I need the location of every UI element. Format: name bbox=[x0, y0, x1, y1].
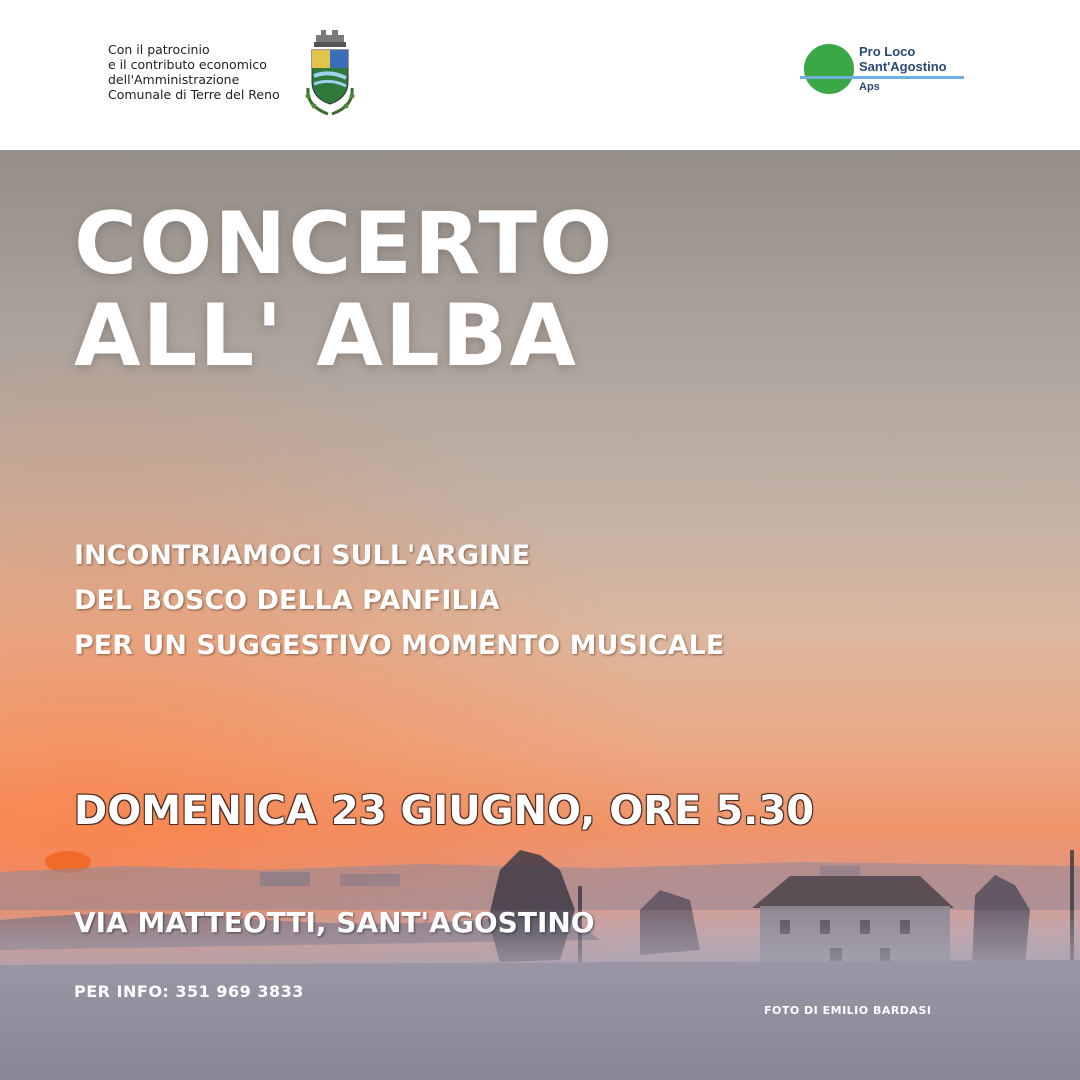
patronage-text bbox=[108, 42, 298, 102]
contact-info: PER INFO: 351 969 3833 bbox=[74, 982, 304, 1001]
event-title bbox=[74, 194, 615, 386]
patronage-line: Con il patrocinio bbox=[108, 42, 210, 57]
patronage-line: Comunale di Terre del Reno bbox=[108, 87, 280, 102]
logo-circle-icon bbox=[804, 44, 854, 94]
title-line: ALL' ALBA bbox=[74, 286, 578, 386]
logo-text-line2: Sant'Agostino bbox=[859, 59, 947, 74]
proloco-logo bbox=[800, 40, 970, 100]
logo-line bbox=[800, 76, 964, 79]
event-address: VIA MATTEOTTI, SANT'AGOSTINO bbox=[74, 906, 595, 939]
patronage-line: e il contributo economico bbox=[108, 57, 267, 72]
logo-text-line1: Pro Loco bbox=[859, 44, 916, 59]
logo-text-line3: Aps bbox=[859, 81, 880, 93]
photo-credit: FOTO DI EMILIO BARDASI bbox=[764, 1004, 932, 1017]
description-line: PER UN SUGGESTIVO MOMENTO MUSICALE bbox=[74, 630, 725, 661]
event-date-time: DOMENICA 23 GIUGNO, ORE 5.30 bbox=[74, 788, 815, 834]
header-band bbox=[0, 0, 1080, 150]
patronage-line: dell'Amministrazione bbox=[108, 72, 240, 87]
event-description bbox=[74, 533, 724, 668]
dawn-photo-background bbox=[0, 150, 1080, 1080]
description-line: INCONTRIAMOCI SULL'ARGINE bbox=[74, 540, 531, 571]
description-line: DEL BOSCO DELLA PANFILIA bbox=[74, 585, 500, 616]
municipal-crest-icon bbox=[302, 28, 358, 118]
title-line: CONCERTO bbox=[74, 194, 615, 294]
